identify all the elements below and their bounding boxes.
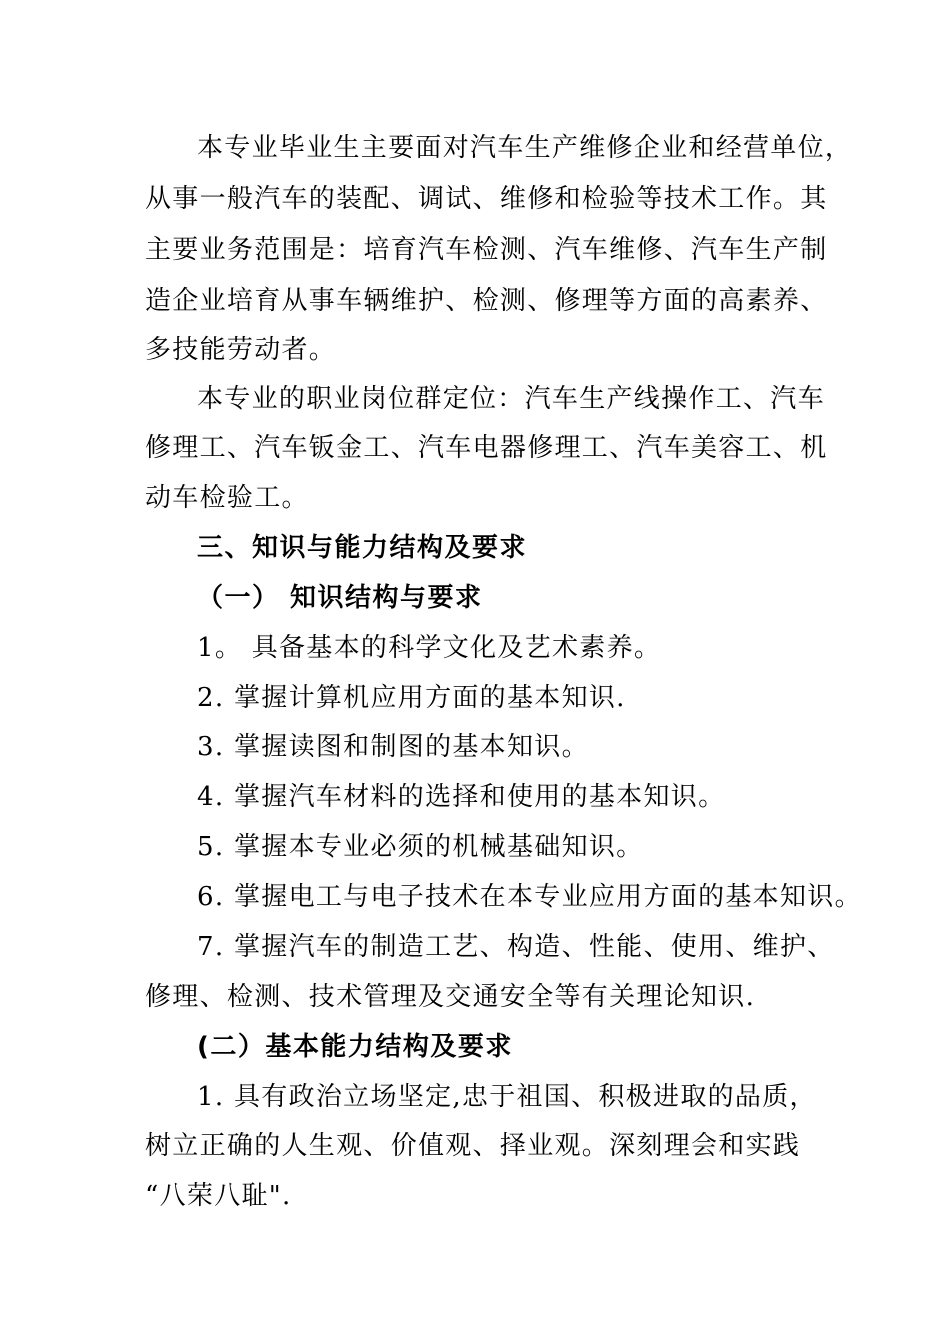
- knowledge-item-1: 1。 具备基本的科学文化及艺术素养。: [197, 633, 662, 663]
- paragraph-1-line-5: 多技能劳动者。: [145, 335, 337, 365]
- subsection-1-heading: （一） 知识结构与要求: [197, 583, 483, 613]
- section-3-heading: 三、知识与能力结构及要求: [197, 533, 528, 563]
- ability-item-1: 1. 具有政治立场坚定,忠于祖国、积极进取的品质，: [197, 1082, 817, 1112]
- ability-item-1-line-3: “八荣八耻".: [145, 1181, 292, 1211]
- knowledge-item-7: 7. 掌握汽车的制造工艺、构造、性能、使用、维护、: [197, 932, 835, 962]
- knowledge-item-4: 4. 掌握汽车材料的选择和使用的基本知识。: [197, 782, 726, 812]
- paragraph-1-line-4: 造企业培育从事车辆维护、检测、修理等方面的高素养、: [145, 286, 828, 316]
- knowledge-item-2: 2. 掌握计算机应用方面的基本知识.: [197, 683, 626, 713]
- paragraph-2-line-2: 修理工、汽车钣金工、汽车电器修理工、汽车美容工、机: [145, 433, 828, 463]
- knowledge-item-7-continued: 修理、检测、技术管理及交通安全等有关理论知识.: [145, 982, 756, 1012]
- knowledge-item-5: 5. 掌握本专业必须的机械基础知识。: [197, 832, 644, 862]
- paragraph-2-line-3: 动车检验工。: [145, 483, 309, 513]
- paragraph-1-line-1: 本专业毕业生主要面对汽车生产维修企业和经营单位，: [197, 133, 853, 163]
- ability-item-1-line-2: 树立正确的人生观、价值观、择业观。深刻理会和实践: [145, 1131, 801, 1161]
- paragraph-2-line-1: 本专业的职业岗位群定位：汽车生产线操作工、汽车: [197, 384, 825, 414]
- subsection-2-heading: (二）基本能力结构及要求: [197, 1032, 513, 1062]
- paragraph-1-line-2: 从事一般汽车的装配、调试、维修和检验等技术工作。其: [145, 184, 828, 214]
- knowledge-item-3: 3. 掌握读图和制图的基本知识。: [197, 732, 589, 762]
- knowledge-item-6: 6. 掌握电工与电子技术在本专业应用方面的基本知识。: [197, 882, 862, 912]
- paragraph-1-line-3: 主要业务范围是：培育汽车检测、汽车维修、汽车生产制: [145, 235, 828, 265]
